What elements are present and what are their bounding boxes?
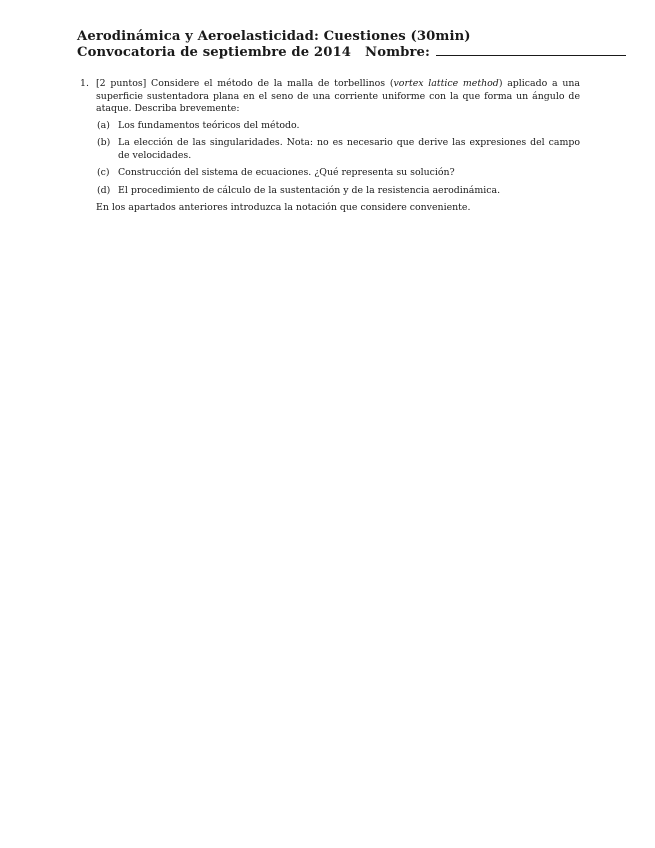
question-intro-end: ) aplicado a una superficie sustentadora plana en el seno de una corriente uniforme con la que forma un ángulo de ataque. Describa brevemente:	[96, 78, 580, 114]
exam-session: Convocatoria de septiembre de 2014	[77, 45, 352, 60]
sub-question-text: Construcción del sistema de ecuaciones. ¿Qué representa su solución?	[118, 167, 455, 178]
name-blank-line	[436, 44, 626, 56]
sub-question-mark: (a)	[97, 119, 110, 131]
name-field-group	[365, 44, 626, 60]
question-intro-start: [2 puntos] Considere el método de la malla de torbellinos (	[96, 78, 394, 89]
sub-question-c	[80, 167, 580, 180]
exam-header	[77, 29, 577, 60]
exam-body	[80, 78, 580, 215]
sub-question-b	[80, 137, 580, 162]
sub-question-mark: (c)	[97, 167, 110, 178]
exam-title: Aerodinámica y Aeroelasticidad: Cuestiones (30min)	[77, 29, 471, 44]
question-1	[80, 78, 580, 116]
exam-session-line	[77, 44, 577, 60]
question-closing-note: En los apartados anteriores introduzca la notación que considere conveniente.	[96, 202, 471, 213]
sub-question-text: La elección de las singularidades. Nota: no es necesario que derive las expresiones del campo de velocidades.	[118, 137, 580, 161]
sub-question-mark: (d)	[97, 184, 111, 196]
sub-question-text: El procedimiento de cálculo de la sustentación y de la resistencia aerodinámica.	[118, 184, 501, 196]
sub-question-list	[80, 120, 580, 198]
sub-question-d	[80, 185, 580, 198]
name-label: Nombre:	[365, 45, 430, 60]
sub-question-mark: (b)	[97, 137, 111, 148]
question-intro-italic: vortex lattice method	[393, 78, 499, 89]
sub-question-text: Los fundamentos teóricos del método.	[118, 119, 300, 131]
question-number: 1.	[80, 78, 89, 89]
sub-question-a	[80, 120, 580, 133]
